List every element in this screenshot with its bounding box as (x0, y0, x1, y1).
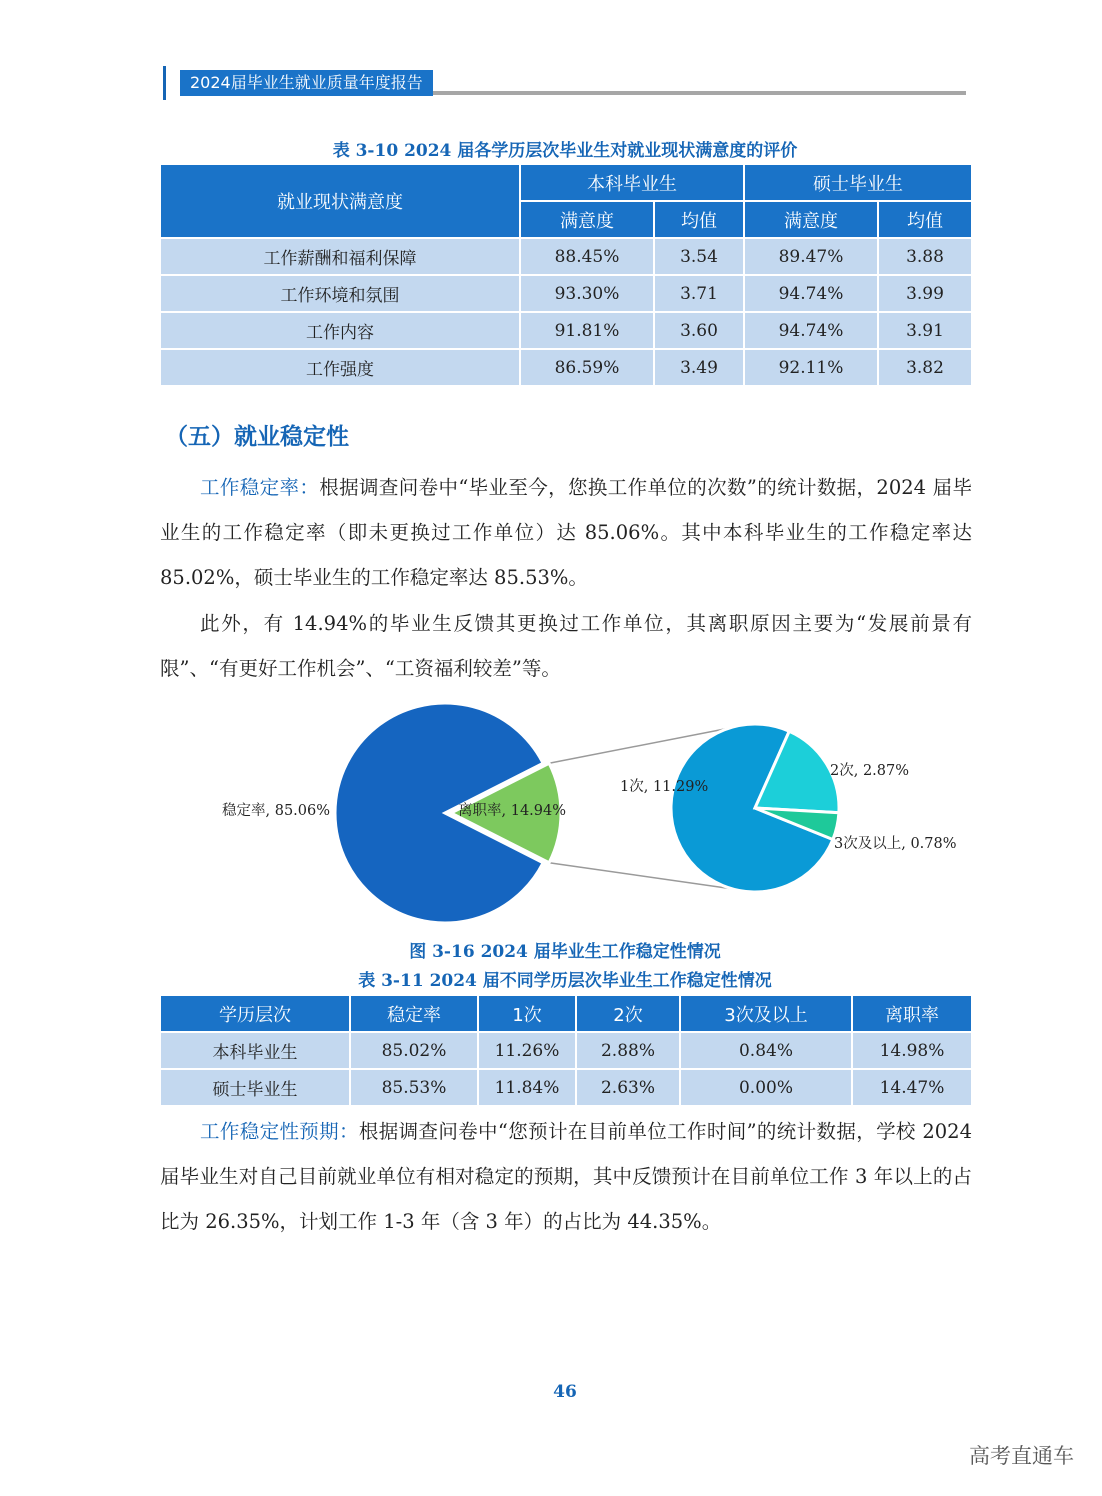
table-row (160, 275, 972, 312)
table-cell: 3.54 (654, 238, 744, 275)
column-header: 稳定率 (350, 995, 478, 1032)
paragraph-lead: 工作稳定率： (200, 476, 320, 499)
table-cell: 3.49 (654, 349, 744, 386)
table-row (160, 312, 972, 349)
table2-caption: 表 3-11 2024 届不同学历层次毕业生工作稳定性情况 (358, 971, 772, 991)
group-header-undergrad: 本科毕业生 (520, 164, 744, 201)
group-header-master: 硕士毕业生 (744, 164, 972, 201)
table-row (160, 349, 972, 386)
table-cell: 3.88 (878, 238, 972, 275)
table-cell: 85.02% (350, 1032, 478, 1069)
sub-header: 满意度 (744, 201, 878, 238)
stability-pie-chart (200, 695, 1000, 930)
sub-header: 满意度 (520, 201, 654, 238)
table-cell: 93.30% (520, 275, 654, 312)
section-title: （五）就业稳定性 (165, 424, 349, 450)
row-label: 本科毕业生 (160, 1032, 350, 1069)
table-cell: 94.74% (744, 275, 878, 312)
table-cell: 85.53% (350, 1069, 478, 1106)
paragraph-stability-rate (160, 465, 972, 600)
paragraph-text: 根据调查问卷中“您预计在目前单位工作时间”的统计数据，学校 2024 届毕业生对自己目前就业单位有相对稳定的预期，其中反馈预计在目前单位工作 3 年以上的占比为 26.35%，计划工作 1-3 年（含 3 年）的占比为 44.35%。 (160, 1120, 972, 1233)
row-label: 工作环境和氛围 (160, 275, 520, 312)
breakdown-pie (671, 724, 839, 892)
table-cell: 11.84% (478, 1069, 576, 1106)
label-turnover: 离职率, 14.94% (458, 803, 567, 819)
stability-table (159, 994, 973, 1107)
label-twice: 2次, 2.87% (830, 763, 910, 779)
table-cell: 0.00% (680, 1069, 852, 1106)
table-cell: 89.47% (744, 238, 878, 275)
table-cell: 11.26% (478, 1032, 576, 1069)
column-header: 2次 (576, 995, 680, 1032)
table-row (160, 1032, 972, 1069)
paragraph-text: 此外，有 14.94%的毕业生反馈其更换过工作单位，其离职原因主要为“发展前景有限”、“有更好工作机会”、“工资福利较差”等。 (160, 612, 972, 680)
satisfaction-table (159, 163, 973, 387)
table-cell: 3.91 (878, 312, 972, 349)
table-cell: 91.81% (520, 312, 654, 349)
table-row (160, 1069, 972, 1106)
header-accent-bar (163, 66, 166, 100)
sub-header: 均值 (878, 201, 972, 238)
table-cell: 94.74% (744, 312, 878, 349)
column-header: 3次及以上 (680, 995, 852, 1032)
table-cell: 14.47% (852, 1069, 972, 1106)
paragraph-stability-expectation (160, 1109, 972, 1244)
table-cell: 3.99 (878, 275, 972, 312)
table-cell: 3.60 (654, 312, 744, 349)
row-label: 硕士毕业生 (160, 1069, 350, 1106)
row-label: 工作内容 (160, 312, 520, 349)
sub-header: 均值 (654, 201, 744, 238)
row-header-cell: 就业现状满意度 (160, 164, 520, 238)
column-header: 离职率 (852, 995, 972, 1032)
table-cell: 92.11% (744, 349, 878, 386)
table-cell: 0.84% (680, 1032, 852, 1069)
figure-caption: 图 3-16 2024 届毕业生工作稳定性情况 (409, 942, 721, 962)
table1-caption: 表 3-10 2024 届各学历层次毕业生对就业现状满意度的评价 (332, 141, 798, 161)
table-cell: 2.63% (576, 1069, 680, 1106)
row-label: 工作薪酬和福利保障 (160, 238, 520, 275)
table-cell: 14.98% (852, 1032, 972, 1069)
paragraph-lead: 工作稳定性预期： (200, 1120, 359, 1143)
table-cell: 2.88% (576, 1032, 680, 1069)
table-row (160, 238, 972, 275)
table-cell: 88.45% (520, 238, 654, 275)
table-cell: 86.59% (520, 349, 654, 386)
page-number: 46 (553, 1382, 577, 1402)
row-label: 工作强度 (160, 349, 520, 386)
watermark: 高考直通车 (969, 1444, 1074, 1468)
report-header-title: 2024届毕业生就业质量年度报告 (180, 70, 433, 96)
label-three-plus: 3次及以上, 0.78% (834, 836, 957, 852)
column-header: 学历层次 (160, 995, 350, 1032)
table-cell: 3.82 (878, 349, 972, 386)
column-header: 1次 (478, 995, 576, 1032)
paragraph-text: 根据调查问卷中“毕业至今，您换工作单位的次数”的统计数据，2024 届毕业生的工作稳定率（即未更换过工作单位）达 85.06%。其中本科毕业生的工作稳定率达 85.02%，硕士毕业生的工作稳定率达 85.53%。 (160, 476, 972, 589)
table-cell: 3.71 (654, 275, 744, 312)
label-once: 1次, 11.29% (620, 779, 709, 795)
paragraph-turnover (160, 601, 972, 691)
label-stable: 稳定率, 85.06% (222, 803, 331, 819)
